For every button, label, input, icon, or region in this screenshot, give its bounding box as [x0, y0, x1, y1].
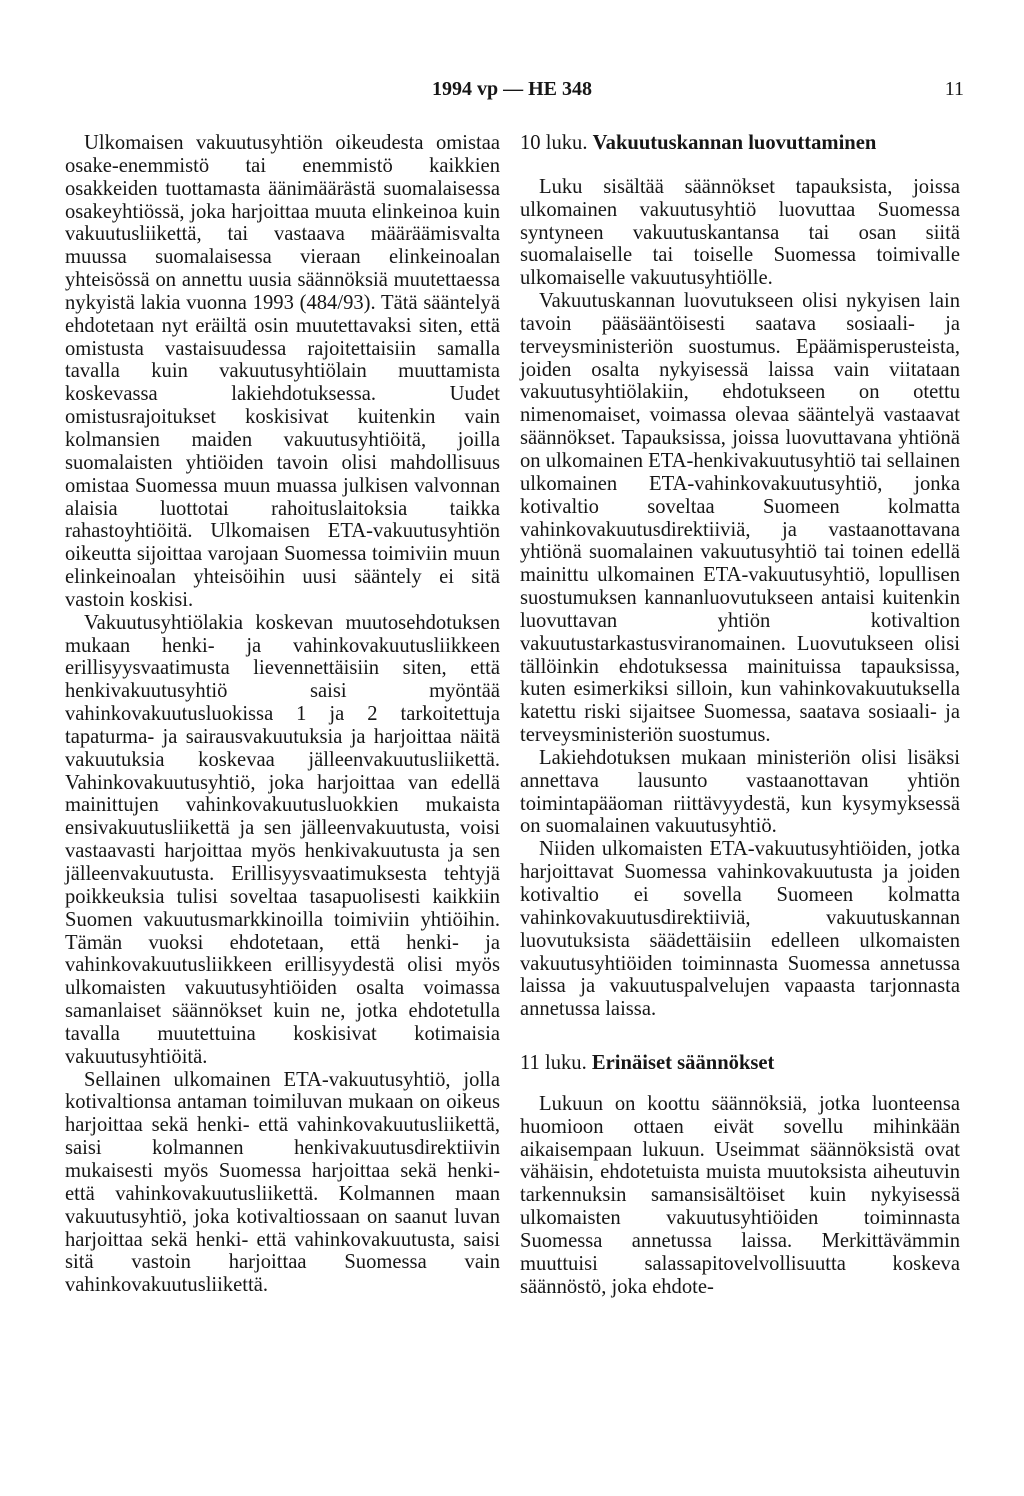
paragraph: Lakiehdotuksen mukaan ministeriön olisi lisäksi annettava lausunto vastaanottavan yhtiön toimintapääoman riittävyydestä, kun kysymyksessä on suomalainen vakuutusyhtiö. [520, 746, 960, 838]
chapter-number: 10 luku. [520, 132, 588, 154]
chapter-number: 11 luku. [520, 1052, 587, 1075]
chapter-title: Vakuutuskannan luovuttaminen [592, 132, 877, 154]
paragraph: Niiden ulkomaisten ETA-vakuutusyhtiöiden, jotka harjoittavat Suomessa vahinkovakuutusta ja joiden kotivaltio ei sovella Suomeen kolmatta vahinkovakuutusdirektiiviä, vakuutuskannan luovutuksista säädettäisiin edelleen ulkomaisten vakuutusyhtiöiden toiminnasta Suomessa annetussa laissa ja vakuutuspalvelujen vapaasta tarjonnasta annetussa laissa. [520, 838, 960, 1021]
page-number: 11 [944, 78, 964, 100]
paragraph: Lukuun on koottu säännöksiä, jotka luonteensa huomioon ottaen eivät sovellu mihinkään aikaisempaan lukuun. Useimmat säännöksistä ovat vähäisin, ehdotetuista muista muutoksista aiheutuvin tarkennuksin samansisältöiset kuin nykyisessä ulkomaisten vakuutusyhtiöiden toiminnasta Suomessa annetussa laissa. Merkittävämmin muuttuisi salassapitovelvollisuutta koskeva säännöstö, joka ehdote- [520, 1092, 960, 1298]
paragraph: Vakuutusyhtiölakia koskevan muutosehdotuksen mukaan henki- ja vahinkovakuutusliikkeen erillisyysvaatimusta lievennettäisiin siten, että henkivakuutusyhtiö saisi myöntää vahinkovakuutusluokissa 1 ja 2 tarkoitettuja tapaturma- ja sairausvakuutuksia ja harjoittaa näitä vakuutuksia koskevaa jälleenvakuutusliikettä. Vahinkovakuutusyhtiö, joka harjoittaa van edellä mainittujen vahinkovakuutusluokkien mukaista ensivakuutusliikettä ja sen jälleenvakuutusta, voisi vastaavasti harjoittaa myös henkivakuutusta ja sen jälleenvakuutusta. Erillisyysvaatimuksesta tehtyjä poikkeuksia tulisi soveltaa tasapuolisesti kaikkiin Suomen vakuutusmarkkinoilla toimiviin yhtiöihin. Tämän vuoksi ehdotetaan, että henki- ja vahinkovakuutusliikkeen erillisyydestä olisi myös ulkomaisten vakuutusyhtiöiden osalta voimassa samanlaiset säännökset kuin ne, jotka ehdotetulla tavalla muutettuina koskisivat kotimaisia vakuutusyhtiöitä. [65, 611, 500, 1068]
chapter-heading [520, 132, 960, 155]
paragraph: Luku sisältää säännökset tapauksista, joissa ulkomainen vakuutusyhtiö luovuttaa Suomessa syntyneen vakuutuskantansa tai osan siitä suomalaiselle tai toiselle Suomessa toimivalle ulkomaiselle vakuutusyhtiölle. [520, 175, 960, 290]
left-column [65, 132, 500, 1297]
running-header [0, 78, 1024, 108]
chapter-heading [520, 1052, 960, 1075]
paragraph: Ulkomaisen vakuutusyhtiön oikeudesta omistaa osake-enemmistö tai enemmistö kaikkien osakkeiden tuottamasta äänimäärästä suomalaisessa osakeyhtiössä, joka harjoittaa muuta elinkeinoa kuin vakuutusliikettä, tai vastaava määräämisvalta muussa suomalaisessa vieraan elinkeinoalan yhteisössä on annettu uusia säännöksiä muutettaessa nykyistä lakia vuonna 1993 (484/93). Tätä sääntelyä ehdotetaan nyt eräiltä osin muutettavaksi siten, että omistusta vastaisuudessa rajoitettaisiin samalla tavalla kuin vakuutusyhtiölain muuttamista koskevassa lakiehdotuksessa. Uudet omistusrajoitukset koskisivat kuitenkin vain kolmansien maiden vakuutusyhtiöitä, joilla suomalaisten yhtiöiden tavoin olisi mahdollisuus omistaa Suomessa muun muassa julkisen valvonnan alaisia luottotai rahoituslaitoksia taikka rahastoyhtiöitä. Ulkomaisen ETA-vakuutusyhtiön oikeutta sijoittaa varojaan Suomessa toimiviin muun elinkeinoalan yhteisöihin uusi sääntely ei sitä vastoin koskisi. [65, 132, 500, 611]
paragraph: Sellainen ulkomainen ETA-vakuutusyhtiö, jolla kotivaltionsa antaman toimiluvan mukaan on oikeus harjoittaa sekä henki- että vahinkovakuutusliikettä, saisi kolmannen henkivakuutusdirektiivin mukaisesti myös Suomessa harjoittaa sekä henki- että vahinkovakuutusliikettä. Kolmannen maan vakuutusyhtiö, joka kotivaltiossaan on saanut luvan harjoittaa sekä henki- että vahinkovakuutusta, saisi sitä vastoin harjoittaa Suomessa vain vahinkovakuutusliikettä. [65, 1068, 500, 1297]
document-title: 1994 vp — HE 348 [431, 78, 593, 100]
paragraph: Vakuutuskannan luovutukseen olisi nykyisen lain tavoin pääsääntöisesti saatava sosiaali- ja terveysministeriön suostumus. Epäämisperusteista, joiden osalta nykyisessä laissa vain viitataan vakuutusyhtiölakiin, ehdotukseen on otettu nimenomaiset, voimassa olevaa sääntelyä vastaavat säännökset. Tapauksissa, joissa luovuttavana yhtiönä on ulkomainen ETA-henkivakuutusyhtiö tai sellainen ulkomainen ETA-vahinkovakuutusyhtiö, jonka kotivaltio soveltaa Suomeen kolmatta vahinkovakuutusdirektiiviä, ja vastaanottavana yhtiönä suomalainen vakuutusyhtiö tai toinen edellä mainittu ulkomainen ETA-vakuutusyhtiö, lopullisen suostumuksen kannanluovutukseen antaisi kuitenkin luovuttavan yhtiön kotivaltion vakuutustarkastusviranomainen. Luovutukseen olisi tällöinkin ehdotuksessa mainituissa tapauksissa, kuten esimerkiksi silloin, kun vahinkovakuutuksella katettu riski sijaitsee Suomessa, saatava sosiaali- ja terveysministeriön suostumus. [520, 290, 960, 747]
chapter-title: Erinäiset säännökset [591, 1052, 775, 1075]
right-column [520, 132, 960, 1299]
